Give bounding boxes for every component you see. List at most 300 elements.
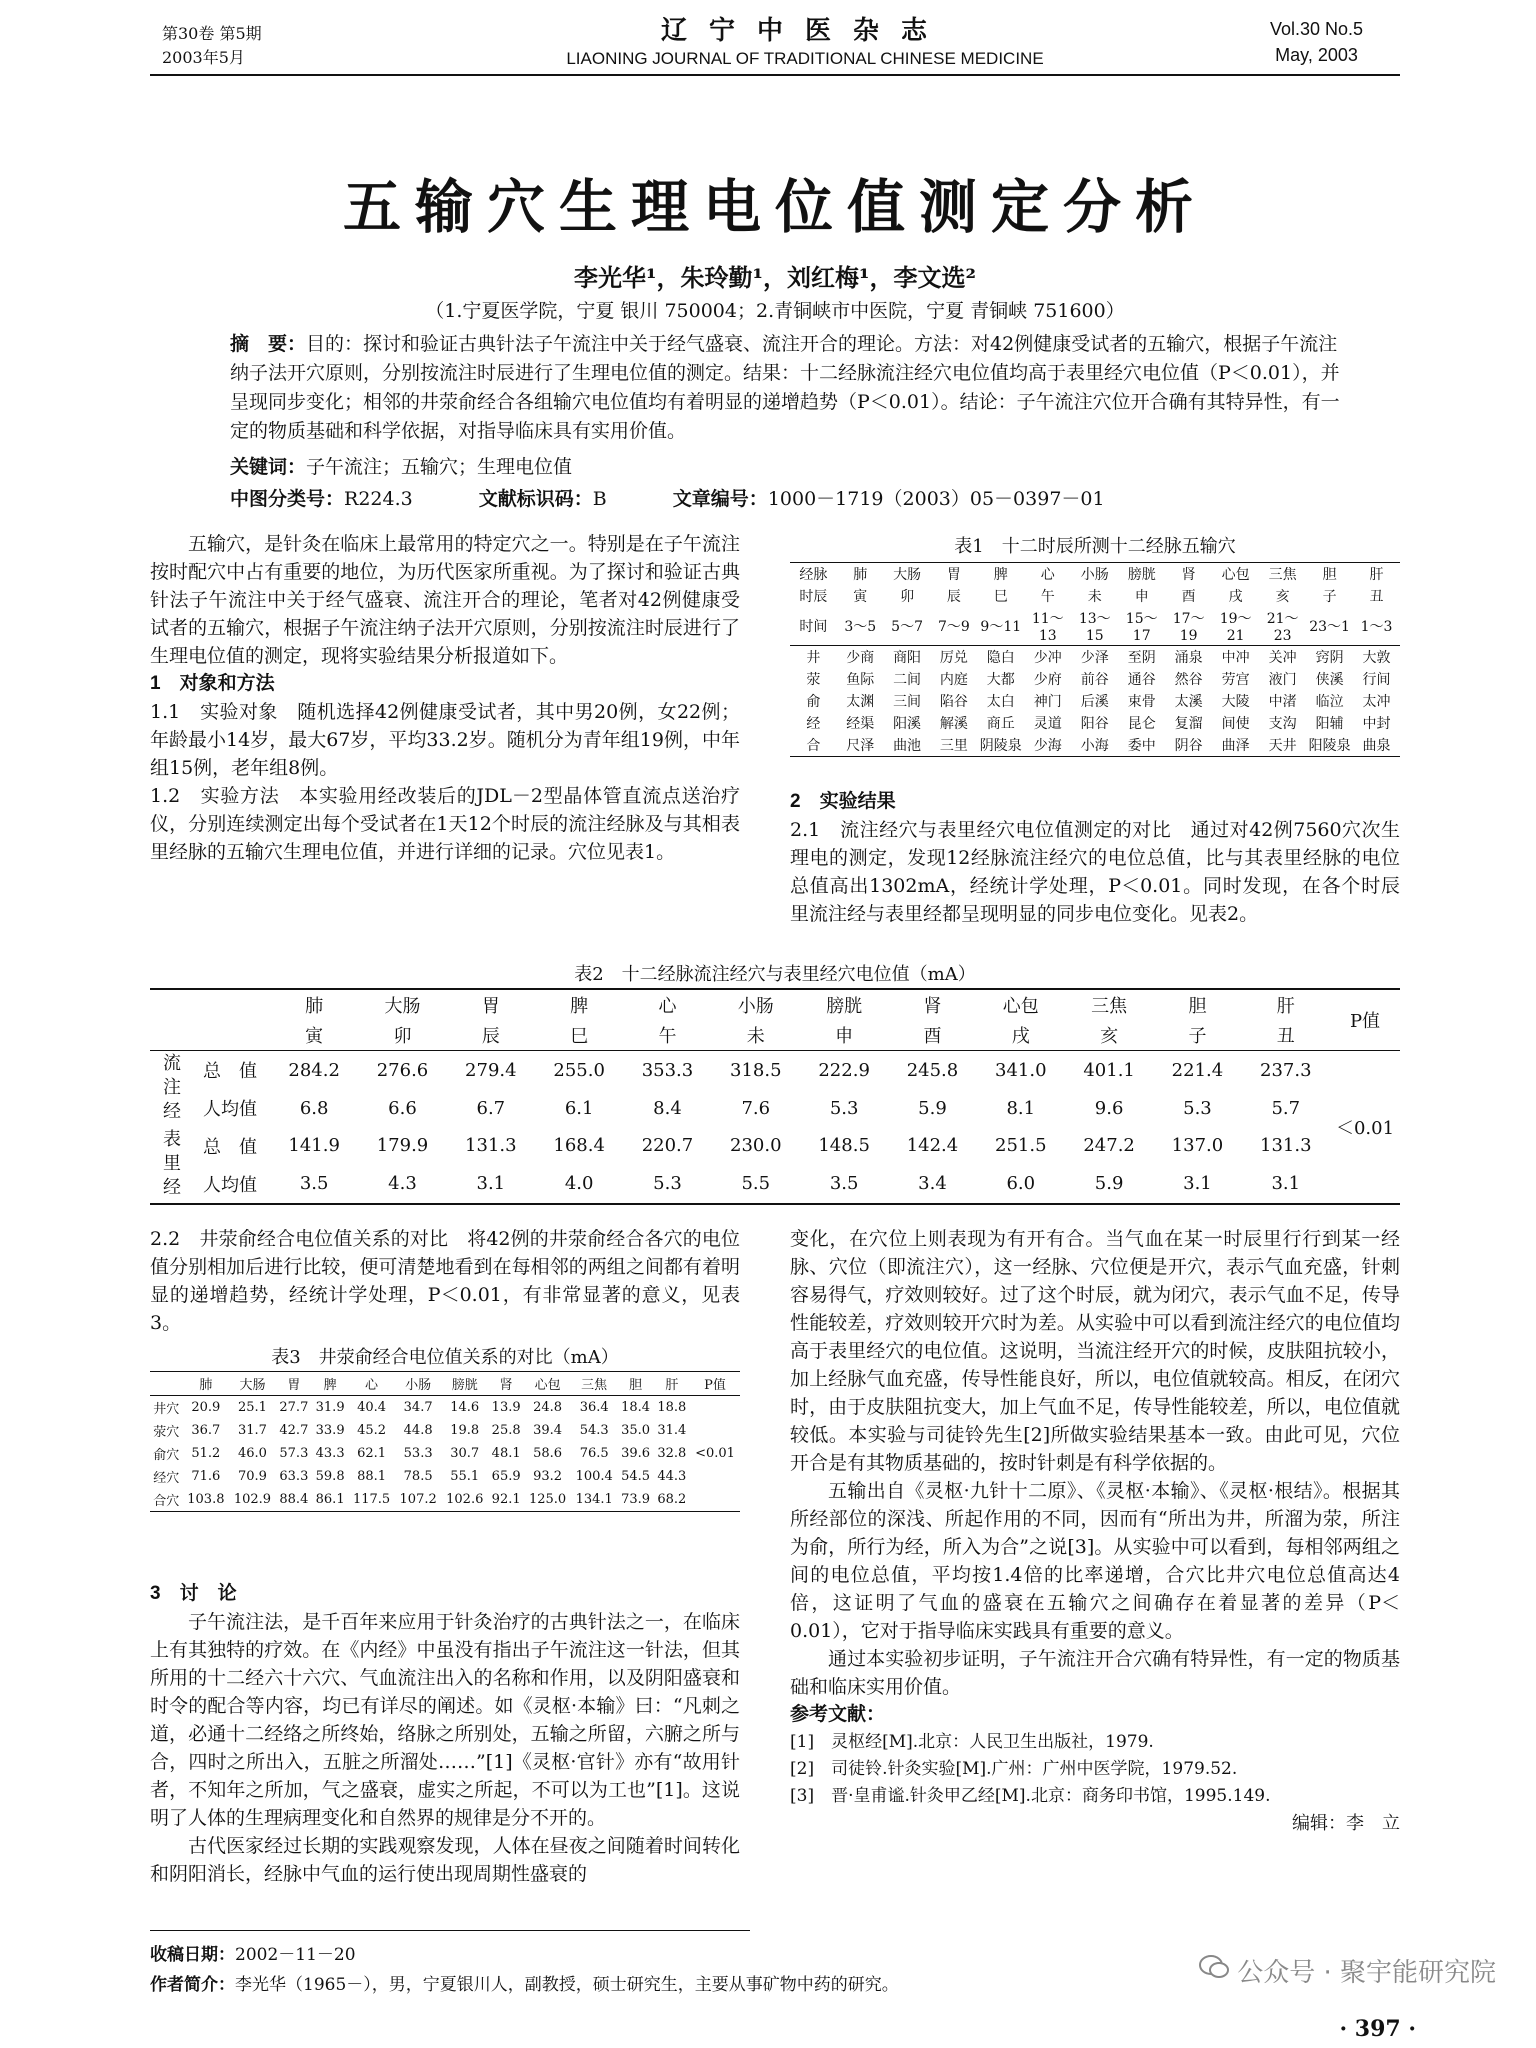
table-cell: 心包 (1221, 567, 1250, 583)
table-cell: 7～9 (937, 619, 970, 635)
section-heading-1: 1 对象和方法 (150, 673, 275, 694)
table-cell: 48.1 (491, 1446, 521, 1461)
table-cell: 膀胱 (1127, 567, 1156, 583)
right-column-top (790, 788, 1400, 928)
table-cell: 5～7 (891, 619, 923, 635)
clc (230, 488, 413, 510)
value-cell: 251.5 (995, 1135, 1047, 1157)
wechat-icon (1199, 1954, 1229, 1987)
table-row (150, 1396, 740, 1420)
value-cell: 3.1 (1183, 1173, 1212, 1195)
author-bio (150, 1970, 899, 2000)
header-rule (150, 74, 1400, 76)
table-header-cell (150, 1372, 183, 1396)
table-cell: 53.3 (403, 1446, 433, 1461)
value-cell: 353.3 (641, 1059, 694, 1081)
value-cell: 131.3 (1260, 1135, 1312, 1157)
table-cell: 40.4 (357, 1400, 387, 1415)
table-cell: 申 (1134, 589, 1149, 605)
value-cell: 131.3 (465, 1135, 517, 1157)
page-number: · 397 · (1339, 2016, 1416, 2042)
table-cell: 隐白 (986, 650, 1015, 666)
table-cell: 太溪 (1174, 694, 1203, 710)
table-3 (150, 1343, 740, 1512)
value-cell: 3.4 (918, 1173, 947, 1195)
table-cell: 88.4 (279, 1492, 309, 1507)
table-cell: 束骨 (1127, 694, 1156, 710)
table-cell: 34.7 (403, 1400, 433, 1415)
table-row (790, 607, 1400, 646)
table-header-cell: 胃 (287, 1378, 301, 1393)
table-cell: 解溪 (939, 716, 968, 732)
table-cell: 27.7 (279, 1400, 309, 1415)
issue-info-en (1270, 16, 1363, 68)
classification (230, 484, 1350, 511)
table-header-cell: 大肠 (239, 1378, 266, 1393)
table-row (790, 712, 1400, 734)
table-cell: 俞穴 (153, 1448, 180, 1463)
table-cell: 117.5 (352, 1492, 391, 1507)
value-cell: 3.1 (476, 1173, 506, 1195)
table-cell: 劳宫 (1221, 672, 1250, 688)
table-cell: 巳 (993, 589, 1008, 605)
table-cell: 太白 (986, 694, 1015, 710)
table-cell: 42.7 (279, 1423, 309, 1438)
paragraph-1-2: 1.2 实验方法 本实验用经改装后的JDL－2型晶体管直流点送治疗仪，分别连续测定出每个受试者在1天12个时辰的流注经脉及与其相表里经脉的五输穴生理电位值，并进行详细的记录。穴位见表1。 (150, 785, 740, 863)
table-cell: 后溪 (1080, 694, 1109, 710)
branch-header: 巳 (570, 1026, 589, 1047)
table-cell: 1～3 (1360, 619, 1393, 635)
table-cell: 19～21 (1219, 611, 1252, 644)
table-cell: 24.8 (533, 1400, 563, 1415)
branch-header: 子 (1188, 1026, 1207, 1047)
volume-en: Vol.30 No.5 (1270, 19, 1364, 39)
table-cell: 阳溪 (893, 716, 922, 732)
table-cell: 窍阴 (1315, 650, 1344, 666)
table-row (150, 1442, 740, 1465)
table-cell: 曲泉 (1362, 738, 1391, 754)
intro-paragraph: 五输穴，是针灸在临床上最常用的特定穴之一。特别是在子午流注按时配穴中占有重要的地位，为历代医家所重视。为了探讨和验证古典针法子午流注中关于经气盛衰、流注开合的理论，笔者对42例健康受试者的五输穴，根据子午流注纳子法开穴原则，分别按流注时辰进行了生理电位值的测定，现将实验结果分析报道如下。 (150, 533, 740, 667)
value-cell: 5.9 (1094, 1173, 1124, 1195)
table-cell: 大陵 (1221, 694, 1250, 710)
value-cell: 3.1 (1271, 1173, 1301, 1195)
table-cell: 阳辅 (1315, 716, 1344, 732)
table-cell: 井穴 (153, 1402, 180, 1417)
table-header-row (150, 1020, 1400, 1051)
table-cell (690, 1465, 740, 1488)
table-cell: 62.1 (357, 1446, 387, 1461)
received-label: 收稿日期： (150, 1945, 235, 1964)
value-cell: 5.3 (829, 1097, 859, 1119)
table-row (150, 1127, 1400, 1165)
table-cell: 125.0 (528, 1492, 567, 1507)
value-cell: 222.9 (818, 1059, 870, 1081)
table-cell: 小海 (1080, 738, 1109, 754)
table-cell: 商丘 (986, 716, 1015, 732)
value-cell: 142.4 (906, 1135, 959, 1157)
received-value: 2002－11－20 (235, 1945, 356, 1965)
meridian-header: 膀胱 (826, 996, 863, 1017)
table-cell: 70.9 (237, 1469, 267, 1484)
table-header-cell: 小肠 (405, 1378, 432, 1393)
table-cell: 肺 (853, 567, 868, 583)
table-header-cell: 心 (365, 1378, 379, 1393)
table-cell: 102.9 (233, 1492, 272, 1507)
table-cell: 25.1 (237, 1400, 267, 1415)
value-cell: 255.0 (553, 1059, 605, 1081)
value-cell: 284.2 (288, 1059, 340, 1081)
value-cell: 247.2 (1083, 1135, 1135, 1157)
table-cell: 中冲 (1221, 650, 1250, 666)
table-3-caption: 表3 井荥俞经合电位值关系的对比（mA） (271, 1347, 619, 1368)
branch-header: 卯 (393, 1026, 412, 1047)
article-id-value: 1000－1719（2003）05－0397－01 (767, 488, 1105, 510)
table-cell: 19.8 (450, 1423, 480, 1438)
table-row (790, 734, 1400, 757)
paragraph-1-1: 1.1 实验对象 随机选择42例健康受试者，其中男20例，女22例；年龄最小14岁，最大67岁，平均33.2岁。随机分为青年组19例，中年组15例，老年组8例。 (150, 701, 740, 779)
row-label-cell: 人均值 (203, 1174, 257, 1196)
meridian-header: 肝 (1276, 996, 1295, 1017)
table-cell: 三焦 (1268, 567, 1297, 583)
table-cell: 经穴 (153, 1471, 180, 1486)
table-cell: 内庭 (939, 672, 968, 688)
reference-item: [2] 司徒铃.针灸实验[M].广州：广州中医学院，1979.52. (790, 1759, 1238, 1779)
references-heading: 参考文献： (790, 1704, 886, 1725)
meridian-header: 胆 (1188, 996, 1207, 1017)
value-cell: 168.4 (553, 1135, 605, 1157)
table-cell: 134.1 (575, 1492, 613, 1507)
article-title: 五输穴生理电位值测定分析 (342, 173, 1207, 241)
table-cell: 复溜 (1174, 716, 1203, 732)
table-cell: 三间 (893, 694, 922, 710)
conclusion-paragraph: 通过本实验初步证明，子午流注开合穴确有特异性，有一定的物质基础和临床实用价值。 (790, 1648, 1400, 1698)
references-list (790, 1729, 1400, 1810)
table-cell: 43.3 (315, 1446, 345, 1461)
value-cell: 5.7 (1271, 1097, 1301, 1119)
table-cell: 11～13 (1031, 611, 1064, 644)
table-cell: 涌泉 (1174, 650, 1203, 666)
table-cell: 井 (806, 650, 821, 666)
reference-item: [1] 灵枢经[M].北京：人民卫生出版社，1979. (790, 1732, 1154, 1752)
table-cell: 经 (806, 716, 821, 732)
value-cell: 5.3 (1183, 1097, 1212, 1119)
table-cell: 54.3 (579, 1423, 609, 1438)
discussion (150, 1580, 740, 1888)
branch-header: 辰 (481, 1026, 500, 1047)
branch-header: 未 (746, 1026, 765, 1047)
table-header-cell: 脾 (323, 1378, 337, 1393)
table-cell: 至阴 (1127, 650, 1156, 666)
meridian-header: 三焦 (1091, 996, 1128, 1017)
table-cell: 侠溪 (1315, 672, 1344, 688)
row-label-cell: 总 值 (203, 1061, 257, 1083)
table-cell: 神门 (1033, 694, 1062, 710)
value-cell: 8.4 (653, 1097, 682, 1119)
row-label-header-cell (190, 989, 270, 1020)
branch-header: 寅 (305, 1026, 324, 1047)
table-row (150, 1165, 1400, 1204)
discussion-paragraph-1: 子午流注法，是千百年来应用于针灸治疗的古典针法之一，在临床上有其独特的疗效。在《内经》中虽没有指出子午流注这一针法，但其所用的十二经六十六穴、气血流注出入的名称和作用，以及阴阳盛衰和时令的配合等内容，均已有详尽的阐述。如《灵枢·本输》曰：“凡刺之道，必通十二经络之所终始，络脉之所别处，五输之所留，六腑之所与合，四时之所出入，五脏之所溜处……”[1]《灵枢·官针》亦有“故用针者，不知年之所加，气之盛衰，虚实之所起，不可以为工也”[1]。这说明了人体的生理病理变化和自然界的规律是分不开的。 (150, 1611, 740, 1829)
table-cell: 陷谷 (939, 694, 968, 710)
table-cell: 心 (1040, 567, 1055, 583)
table-header-row (150, 989, 1400, 1020)
journal-name (485, 10, 1125, 69)
table-1-caption: 表1 十二时辰所测十二经脉五输穴 (954, 536, 1236, 557)
section-heading-2: 2 实验结果 (790, 791, 896, 812)
table-cell: 荥穴 (153, 1425, 180, 1440)
table-header-cell: 肝 (665, 1378, 679, 1393)
row-label-cell: 人均值 (203, 1099, 257, 1121)
table-cell: 胆 (1322, 567, 1337, 583)
table-cell: 30.7 (450, 1446, 480, 1461)
table-row (150, 1465, 740, 1488)
meridian-header: 小肠 (737, 996, 774, 1017)
table-cell: 51.2 (191, 1446, 221, 1461)
table-cell: <0.01 (695, 1446, 735, 1461)
table-cell: 78.5 (403, 1469, 433, 1484)
table-cell: 酉 (1181, 589, 1196, 605)
table-cell: 中渚 (1268, 694, 1297, 710)
table-cell: 92.1 (491, 1492, 521, 1507)
table-cell: 阳陵泉 (1308, 738, 1351, 754)
table-cell: 3～5 (844, 619, 877, 635)
editor: 编辑：李 立 (1292, 1813, 1400, 1834)
value-cell: 4.0 (564, 1173, 594, 1195)
value-cell: 5.3 (653, 1173, 682, 1195)
table-cell: 大敦 (1362, 650, 1391, 666)
table-cell: 18.4 (621, 1400, 651, 1415)
table-cell: 63.3 (279, 1469, 309, 1484)
watermark-text: 公众号 · 聚宇能研究院 (1237, 1958, 1496, 1988)
doc-value: B (592, 488, 607, 510)
journal-name-en: LIAONING JOURNAL OF TRADITIONAL CHINESE MEDICINE (566, 49, 1044, 68)
left-column-bottom (150, 1225, 740, 1337)
group-label-cell: 流注经 (160, 1053, 181, 1125)
table-cell: 天井 (1268, 738, 1297, 754)
table-cell: 尺泽 (846, 738, 875, 754)
table-cell: 93.2 (533, 1469, 563, 1484)
article-id-label: 文章编号： (672, 489, 768, 510)
table-cell (690, 1419, 740, 1442)
group-label-cell: 表里经 (160, 1129, 181, 1201)
table-cell: 小肠 (1080, 567, 1109, 583)
table-cell: 44.8 (403, 1423, 433, 1438)
table-row (150, 1488, 740, 1512)
table-2-grid (150, 988, 1400, 1205)
table-cell: 寅 (853, 589, 868, 605)
table-cell: 55.1 (450, 1469, 480, 1484)
table-3-grid (150, 1371, 740, 1512)
table-1-grid (790, 562, 1400, 757)
abstract-text: 目的：探讨和验证古典针法子午流注中关于经气盛衰、流注开合的理论。方法：对42例健康受试者的五输穴，根据子午流注纳子法开穴原则，分别按流注时辰进行了生理电位值的测定。结果：十二经脉流注经穴电位值均高于表里经穴电位值（P＜0.01），并呈现同步变化；相邻的井荥俞经合各组输穴电位值均有着明显的递增趋势（P＜0.01）。结论：子午流注穴位开合确有其特异性，有一定的物质基础和科学依据，对指导临床具有实用价值。 (230, 333, 1340, 442)
keywords-text: 子午流注；五输穴；生理电位值 (306, 456, 573, 478)
value-cell: 245.8 (906, 1059, 959, 1081)
table-header-row (150, 1372, 740, 1396)
keywords-label: 关键词： (230, 457, 307, 478)
doc-label: 文献标识码： (478, 489, 593, 510)
table-row (790, 668, 1400, 690)
table-header-cell: 肾 (499, 1378, 513, 1393)
table-header-cell: 胆 (629, 1378, 643, 1393)
table-cell: 合穴 (153, 1494, 180, 1509)
value-cell: 341.0 (995, 1059, 1047, 1081)
wushu-paragraph: 五输出自《灵枢·九针十二原》、《灵枢·本输》、《灵枢·根结》。根据其所经部位的深浅、所起作用的不同，因而有“所出为井，所溜为荥，所注为俞，所行为经，所入为合”之说[3]。从实验中可以看到，每相邻两组之间的电位总值，平均按1.4倍的比率递增，合穴比井穴电位总值高达4倍，这证明了气血的盛衰在五输穴之间确存在着显著的差异（P＜0.01），它对于指导临床实践具有重要的意义。 (790, 1480, 1400, 1642)
table-cell: 39.6 (621, 1446, 651, 1461)
table-cell: 前谷 (1080, 672, 1109, 688)
table-cell: 35.0 (621, 1423, 651, 1438)
table-cell: 少府 (1033, 672, 1062, 688)
value-cell: 141.9 (288, 1135, 340, 1157)
value-cell: 237.3 (1260, 1059, 1312, 1081)
table-cell: 经渠 (846, 716, 875, 732)
table-row (790, 690, 1400, 712)
value-cell: 137.0 (1171, 1135, 1224, 1157)
table-cell: 灵道 (1033, 716, 1062, 732)
watermark (1199, 1952, 1496, 1989)
table-cell: 68.2 (657, 1492, 687, 1507)
branch-header: 申 (835, 1026, 854, 1047)
reference-item: [3] 晋·皇甫谧.针灸甲乙经[M].北京：商务印书馆，1995.149. (790, 1786, 1271, 1806)
paragraph-2-2: 2.2 井荥俞经合电位值关系的对比 将42例的井荥俞经合各穴的电位值分别相加后进行比较，便可清楚地看到在每相邻的两组之间都有着明显的递增趋势，经统计学处理，P＜0.01，有非常显著的意义，见表3。 (150, 1228, 740, 1334)
branch-header: 亥 (1100, 1026, 1119, 1047)
table-cell: 间使 (1221, 716, 1250, 732)
meridian-header: 胃 (481, 996, 500, 1017)
table-cell: 然谷 (1174, 672, 1203, 688)
table-cell: 卯 (900, 589, 915, 605)
table-cell: 17～19 (1172, 611, 1205, 644)
footnote (150, 1940, 899, 2000)
footer-rule (150, 1930, 750, 1931)
branch-header: 戌 (1011, 1026, 1030, 1047)
table-cell: 36.4 (579, 1400, 609, 1415)
date-zh: 2003年5月 (162, 48, 245, 67)
branch-header: 午 (658, 1026, 677, 1047)
table-1 (790, 532, 1400, 757)
branch-header: 丑 (1276, 1026, 1295, 1047)
table-cell: 57.3 (279, 1446, 309, 1461)
table-cell: 21～23 (1266, 611, 1299, 644)
table-cell: 20.9 (191, 1400, 221, 1415)
value-cell: 401.1 (1083, 1059, 1135, 1081)
table-cell: 少商 (846, 650, 875, 666)
table-cell: 58.6 (533, 1446, 563, 1461)
doc-code (479, 488, 607, 510)
table-header-cell: P值 (704, 1378, 726, 1393)
table-cell: 23～1 (1309, 619, 1350, 635)
value-cell: 5.5 (741, 1173, 771, 1195)
value-cell: 3.5 (299, 1173, 329, 1195)
table-cell: 100.4 (575, 1469, 613, 1484)
table-cell: 委中 (1127, 738, 1156, 754)
table-cell: 临泣 (1315, 694, 1344, 710)
value-cell: 221.4 (1171, 1059, 1224, 1081)
table-row (790, 646, 1400, 669)
table-header-cell: 肺 (199, 1378, 213, 1393)
meridian-header: 脾 (570, 996, 589, 1017)
journal-name-zh: 辽宁中医杂志 (660, 16, 949, 46)
table-cell: 午 (1040, 589, 1055, 605)
table-cell: 44.3 (657, 1469, 687, 1484)
table-row (150, 1419, 740, 1442)
value-cell: 5.9 (918, 1097, 947, 1119)
value-cell: 230.0 (730, 1135, 782, 1157)
value-cell: 148.5 (818, 1135, 870, 1157)
value-cell: 179.9 (376, 1135, 429, 1157)
author-bio-text: 李光华（1965－），男，宁夏银川人，副教授，硕士研究生，主要从事矿物中药的研究。 (235, 1975, 899, 1995)
table-cell: 阳谷 (1080, 716, 1109, 732)
table-cell: 31.7 (237, 1423, 267, 1438)
table-row (150, 1089, 1400, 1127)
p-value-cell: ＜0.01 (1335, 1118, 1395, 1139)
group-header-cell (150, 1020, 190, 1051)
clc-value: R224.3 (344, 488, 413, 510)
table-cell: 少冲 (1033, 650, 1062, 666)
table-cell: 商阳 (893, 650, 922, 666)
table-cell: 子 (1322, 589, 1337, 605)
meridian-header: 心 (658, 996, 677, 1017)
table-cell: 39.4 (533, 1423, 563, 1438)
value-cell: 8.1 (1006, 1097, 1036, 1119)
table-cell: 少海 (1033, 738, 1062, 754)
p-value-header: P值 (1349, 1011, 1381, 1032)
table-cell: 戌 (1228, 589, 1243, 605)
table-cell: 辰 (946, 589, 961, 605)
table-cell: 15～17 (1125, 611, 1158, 644)
author-bio-label: 作者简介： (150, 1975, 235, 1994)
abstract (230, 330, 1350, 446)
table-cell (690, 1396, 740, 1420)
table-cell: 二间 (893, 672, 922, 688)
table-cell: 未 (1087, 589, 1102, 605)
table-cell: 76.5 (579, 1446, 609, 1461)
table-cell: 13～15 (1078, 611, 1111, 644)
meridian-header: 肺 (305, 996, 324, 1017)
table-cell: 液门 (1268, 672, 1297, 688)
value-cell: 6.0 (1006, 1173, 1036, 1195)
table-cell: 73.9 (621, 1492, 651, 1507)
table-cell: 曲池 (893, 738, 922, 754)
table-header-cell: 膀胱 (451, 1378, 478, 1393)
left-column-top (150, 530, 740, 866)
table-cell: 少泽 (1080, 650, 1109, 666)
table-cell: 太冲 (1362, 694, 1391, 710)
table-cell: 大肠 (893, 567, 922, 583)
branch-header: 酉 (923, 1026, 942, 1047)
value-cell: 220.7 (641, 1135, 694, 1157)
article-id (673, 488, 1105, 510)
table-cell: 时间 (799, 619, 828, 635)
table-cell: 经脉 (799, 567, 828, 583)
affiliations: （1.宁夏医学院，宁夏 银川 750004；2.青铜峡市中医院，宁夏 青铜峡 751600） (425, 300, 1125, 322)
table-cell: 行间 (1362, 672, 1391, 688)
table-cell: 亥 (1275, 589, 1290, 605)
group-header-cell (150, 989, 190, 1020)
value-cell: 4.3 (388, 1173, 417, 1195)
table-cell: 25.8 (491, 1423, 521, 1438)
table-cell: 32.8 (657, 1446, 687, 1461)
value-cell: 276.6 (376, 1059, 429, 1081)
keywords (230, 452, 572, 479)
table-cell: 31.4 (657, 1423, 687, 1438)
table-cell: 胃 (946, 567, 961, 583)
table-cell: 鱼际 (846, 672, 875, 688)
meridian-header: 心包 (1002, 996, 1039, 1017)
section-heading-3: 3 讨 论 (150, 1583, 237, 1604)
table-cell: 46.0 (237, 1446, 267, 1461)
value-cell: 6.8 (299, 1097, 329, 1119)
value-cell: 279.4 (465, 1059, 517, 1081)
table-cell: 脾 (993, 567, 1008, 583)
